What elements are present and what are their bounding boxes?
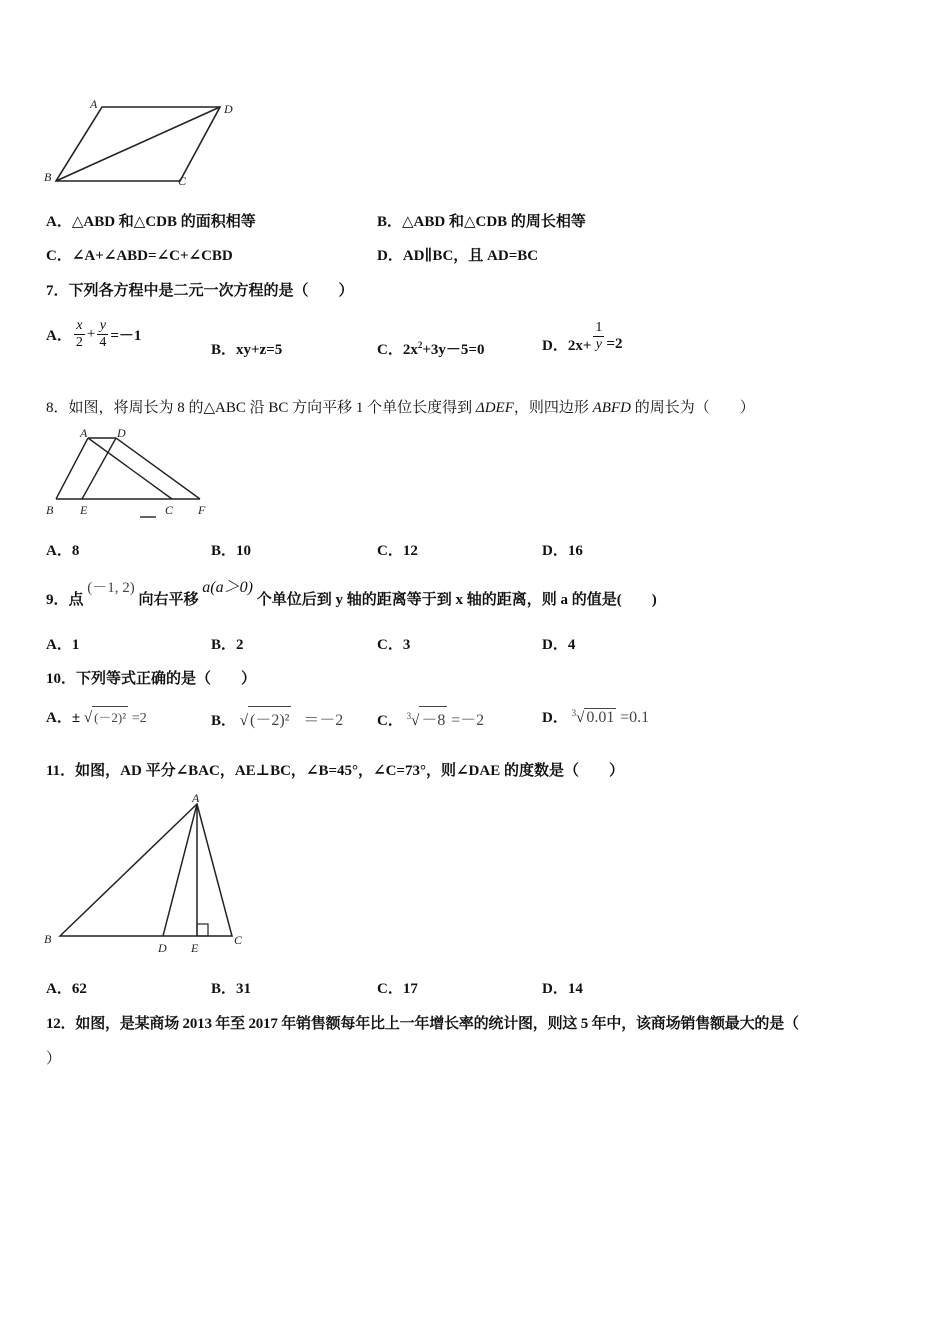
q8-stem-c: 的周长为（ ） [634, 400, 755, 416]
q10-d-radicand: 0.01 [586, 709, 615, 726]
q9-stem [46, 579, 657, 609]
q7-a-plus: + [86, 326, 96, 342]
label-D: D [117, 426, 126, 440]
q10-a-radicand: (－2)² [92, 706, 128, 726]
q10-b-rhs: ＝－2 [303, 712, 344, 729]
q6-option-b: B．△ABD 和△CDB 的周长相等 [377, 214, 586, 230]
q9-point: (－1, 2) [87, 580, 135, 596]
q8-option-a: A．8 [46, 543, 80, 559]
q11-option-d: D．14 [542, 981, 583, 997]
q9-stem-c: 个单位后到 y 轴的距离等于到 x 轴的距离，则 a 的值是( ) [256, 592, 657, 608]
q6-option-c: C．∠A+∠ABD=∠C+∠CBD [46, 248, 233, 264]
label-C: C [165, 503, 174, 517]
label-A: A [192, 791, 200, 805]
q10-d-label: D． [542, 710, 568, 726]
label-C: C [178, 174, 187, 188]
translation-figure [40, 425, 220, 520]
q10-option-d: D． $^3$√ 0.01 =0.1 [542, 708, 650, 726]
parallelogram-figure [40, 95, 250, 195]
q8-option-d: D．16 [542, 543, 583, 559]
q9-stem-b: 向右平移 [138, 592, 199, 608]
q10-b-label: B． [211, 713, 237, 729]
q7-option-d [542, 312, 622, 355]
q7-c-exponent: 2 [417, 340, 423, 350]
q10-stem: 10．下列等式正确的是（ ） [46, 671, 257, 687]
q11-option-a: A．62 [46, 981, 87, 997]
q10-c-rhs: =－2 [451, 712, 485, 729]
q7-stem: 7．下列各方程中是二元一次方程的是（ ） [46, 283, 354, 299]
q7-d-rhs: =2 [606, 336, 623, 352]
q10-d-index: 3 [571, 708, 577, 718]
q12-stem-end: ） [46, 1051, 62, 1067]
q8-option-b: B．10 [211, 543, 252, 559]
q8-stem-b: ，则四边形 [513, 400, 589, 416]
q7-d-label: D．2x+ [542, 338, 592, 354]
q11-option-c: C．17 [377, 981, 418, 997]
q8-stem [46, 396, 755, 417]
q7-option-a [46, 318, 141, 351]
q9-option-d: D．4 [542, 637, 576, 653]
q7-a-rhs: =－1 [110, 328, 142, 344]
q8-stem-a: 8．如图，将周长为 8 的△ABC 沿 BC 方向平移 1 个单位长度得到 [46, 400, 473, 416]
label-E: E [80, 503, 88, 517]
q10-b-radicand: (－2)² [248, 706, 291, 730]
q11-stem: 11．如图，AD 平分∠BAC，AE⊥BC，∠B=45°，∠C=73°，则∠DAE 的度数是（ ） [46, 763, 624, 779]
q6-option-a: A．△ABD 和△CDB 的面积相等 [46, 214, 256, 230]
q7-option-b: B．xy+z=5 [211, 342, 283, 358]
q7-d-fraction: $\frac{1}{y}$ [595, 320, 603, 352]
q10-a-rhs: =2 [131, 711, 147, 726]
q9-option-a: A．1 [46, 637, 80, 653]
q9-option-b: B．2 [211, 637, 244, 653]
q10-option-b: B． √ (－2)² ＝－2 [211, 706, 343, 730]
label-B: B [44, 170, 52, 184]
q10-c-radicand: －8 [419, 706, 447, 730]
q7-c-rest: +3y－5=0 [422, 342, 485, 358]
label-B: B [44, 932, 52, 946]
label-F: F [198, 503, 206, 517]
q7-option-c [377, 338, 484, 359]
label-C: C [234, 933, 243, 947]
q8-option-c: C．12 [377, 543, 418, 559]
q8-def: ΔDEF [475, 400, 514, 416]
q6-option-d: D．AD∥BC，且 AD=BC [377, 248, 539, 264]
label-D: D [158, 941, 167, 955]
q7-a-label: A． [46, 328, 72, 344]
q10-c-index: 3 [406, 711, 412, 721]
q9-stem-a: 9．点 [46, 592, 84, 608]
label-A: A [80, 426, 88, 440]
q10-d-rhs: =0.1 [620, 709, 650, 726]
q8-abfd: ABFD [592, 400, 631, 416]
label-E: E [191, 941, 199, 955]
label-B: B [46, 503, 54, 517]
q9-option-c: C．3 [377, 637, 411, 653]
triangle-figure [40, 788, 260, 958]
q10-c-label: C． [377, 713, 403, 729]
q9-shift: a(a＞0) [202, 579, 253, 596]
q10-option-a: A．± √ (－2)² =2 [46, 706, 147, 727]
q12-stem: 12．如图，是某商场 2013 年至 2017 年销售额每年比上一年增长率的统计图，则这 5 年中，该商场销售额最大的是（ [46, 1016, 799, 1032]
q7-a-fraction-x: $\frac{x}{2}$ [75, 318, 83, 350]
label-A: A [90, 97, 98, 111]
q10-option-c: C． $^3$√ －8 =－2 [377, 706, 484, 730]
q11-option-b: B．31 [211, 981, 252, 997]
q10-a-label: A．± [46, 710, 81, 726]
q7-a-fraction-y: $\frac{y}{4}$ [99, 318, 107, 350]
q7-c-label: C．2x [377, 342, 418, 358]
label-D: D [224, 102, 233, 116]
